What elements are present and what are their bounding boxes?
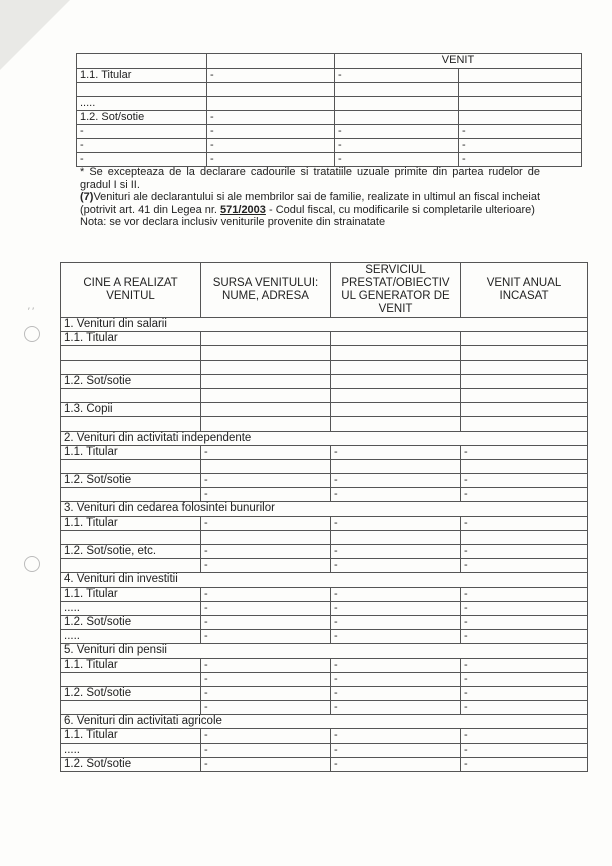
- table-row: [61, 729, 588, 743]
- row-label: 1.1. Titular: [61, 332, 201, 346]
- header-cell: [207, 54, 335, 69]
- cell: -: [459, 153, 582, 167]
- section-title: 4. Venituri din investitii: [61, 573, 588, 587]
- cell: -: [331, 630, 461, 644]
- table-row: [61, 743, 588, 757]
- row-label: 1.2. Sot/sotie: [61, 374, 201, 388]
- punch-hole: [24, 326, 40, 342]
- cell: -: [461, 701, 588, 715]
- cell: -: [201, 516, 331, 530]
- cell: [201, 388, 331, 402]
- top-income-table: [76, 53, 582, 167]
- cell: -: [331, 701, 461, 715]
- section-7-number: (7): [80, 191, 94, 204]
- punch-hole: [24, 556, 40, 572]
- cell: -: [207, 139, 335, 153]
- row-label: .....: [61, 630, 201, 644]
- section-title-row: [61, 715, 588, 729]
- row-label: 1.2. Sot/sotie: [77, 111, 207, 125]
- cell: [207, 83, 335, 97]
- table-row: [61, 630, 588, 644]
- cell: [331, 530, 461, 544]
- table-row: [61, 403, 588, 417]
- cell: -: [201, 686, 331, 700]
- cell: -: [461, 615, 588, 629]
- cell: -: [331, 743, 461, 757]
- section-title-row: [61, 644, 588, 658]
- header-cell: [77, 54, 207, 69]
- cell: -: [461, 686, 588, 700]
- section-title-row: [61, 431, 588, 445]
- cell: -: [461, 672, 588, 686]
- cell: -: [461, 587, 588, 601]
- cell: [461, 530, 588, 544]
- row-label: 1.2. Sot/sotie: [61, 474, 201, 488]
- cell: [459, 111, 582, 125]
- cell: [459, 97, 582, 111]
- cell: -: [331, 686, 461, 700]
- cell: [459, 83, 582, 97]
- section-7-text-b: - Codul fiscal, cu modificarile si completarile ulterioare): [265, 203, 535, 216]
- cell: -: [335, 139, 459, 153]
- cell: [459, 69, 582, 83]
- cell: -: [331, 658, 461, 672]
- row-label: 1.2. Sot/sotie: [61, 686, 201, 700]
- cell: -: [331, 757, 461, 771]
- cell: -: [335, 69, 459, 83]
- income-table: [60, 262, 588, 772]
- row-label: 1.2. Sot/sotie: [61, 615, 201, 629]
- cell: [331, 332, 461, 346]
- cell: -: [461, 601, 588, 615]
- cell: [201, 346, 331, 360]
- cell: -: [201, 757, 331, 771]
- cell: -: [331, 601, 461, 615]
- top-table-row: [77, 83, 582, 97]
- row-label: -: [77, 125, 207, 139]
- law-number: 571/2003: [220, 203, 266, 216]
- col-header-annual-income: VENIT ANUAL INCASAT: [461, 263, 588, 318]
- row-label: [61, 488, 201, 502]
- row-label: [61, 459, 201, 473]
- cell: -: [331, 488, 461, 502]
- row-label: 1.3. Copii: [61, 403, 201, 417]
- table-row: [61, 701, 588, 715]
- table-row: [61, 346, 588, 360]
- cell: [331, 346, 461, 360]
- row-label: -: [77, 139, 207, 153]
- section-title: 5. Venituri din pensii: [61, 644, 588, 658]
- row-label: -: [77, 153, 207, 167]
- cell: [331, 360, 461, 374]
- cell: -: [331, 587, 461, 601]
- cell: -: [201, 559, 331, 573]
- cell: [461, 360, 588, 374]
- row-label: 1.1. Titular: [61, 516, 201, 530]
- nota-foreign-income: Nota: se vor declara inclusiv veniturile provenite din strainatate: [80, 216, 386, 229]
- cell: -: [201, 672, 331, 686]
- cell: [201, 360, 331, 374]
- top-table-row: [77, 69, 582, 83]
- cell: -: [331, 615, 461, 629]
- cell: [201, 403, 331, 417]
- table-row: [61, 459, 588, 473]
- cell: -: [207, 153, 335, 167]
- cell: -: [201, 658, 331, 672]
- row-label: 1.1. Titular: [61, 445, 201, 459]
- cell: -: [461, 474, 588, 488]
- row-label: 1.1. Titular: [61, 658, 201, 672]
- section-title: 3. Venituri din cedarea folosintei bunurilor: [61, 502, 588, 516]
- cell: [207, 97, 335, 111]
- row-label: 1.2. Sot/sotie: [61, 757, 201, 771]
- cell: [331, 403, 461, 417]
- cell: -: [335, 125, 459, 139]
- table-row: [61, 757, 588, 771]
- cell: -: [201, 729, 331, 743]
- cell: [461, 459, 588, 473]
- table-row: [61, 417, 588, 431]
- section-title: 2. Venituri din activitati independente: [61, 431, 588, 445]
- cell: -: [207, 69, 335, 83]
- row-label: 1.1. Titular: [77, 69, 207, 83]
- notes-block: [80, 166, 540, 229]
- cell: [461, 346, 588, 360]
- cell: -: [331, 729, 461, 743]
- cell: -: [461, 516, 588, 530]
- cell: -: [459, 125, 582, 139]
- row-label: .....: [77, 97, 207, 111]
- cell: [335, 97, 459, 111]
- row-label: 1.1. Titular: [61, 587, 201, 601]
- cell: [461, 388, 588, 402]
- cell: -: [461, 559, 588, 573]
- col-header-source: SURSA VENITULUI: NUME, ADRESA: [201, 263, 331, 318]
- table-row: [61, 559, 588, 573]
- cell: -: [207, 111, 335, 125]
- row-label: [61, 530, 201, 544]
- section-7-text-a: Venituri ale declarantului si ale membrilor sai de familie, realizate in ultimul an fiscal incheiat (potrivit art. 41 din Legea nr.: [80, 191, 540, 216]
- table-row: [61, 332, 588, 346]
- top-table-row: [77, 111, 582, 125]
- cell: [331, 459, 461, 473]
- cell: [201, 417, 331, 431]
- cell: -: [331, 672, 461, 686]
- row-label: .....: [61, 743, 201, 757]
- cell: -: [201, 743, 331, 757]
- table-row: [61, 601, 588, 615]
- cell: [461, 374, 588, 388]
- margin-mark: ′ ′: [28, 306, 34, 316]
- table-row: [61, 388, 588, 402]
- cell: [461, 332, 588, 346]
- table-row: [61, 516, 588, 530]
- cell: [331, 374, 461, 388]
- cell: -: [331, 445, 461, 459]
- section-title: 1. Venituri din salarii: [61, 318, 588, 332]
- top-table-row: [77, 125, 582, 139]
- table-row: [61, 587, 588, 601]
- row-label: [61, 701, 201, 715]
- col-header-service: SERVICIUL PRESTAT/OBIECTIV UL GENERATOR DE VENIT: [331, 263, 461, 318]
- row-label: [77, 83, 207, 97]
- table-row: [61, 360, 588, 374]
- section-title-row: [61, 502, 588, 516]
- cell: [201, 374, 331, 388]
- section-title: 6. Venituri din activitati agricole: [61, 715, 588, 729]
- row-label: [61, 360, 201, 374]
- cell: -: [201, 701, 331, 715]
- cell: -: [201, 615, 331, 629]
- cell: -: [201, 474, 331, 488]
- row-label: [61, 559, 201, 573]
- cell: [461, 417, 588, 431]
- table-row: [61, 658, 588, 672]
- cell: -: [461, 488, 588, 502]
- row-label: 1.2. Sot/sotie, etc.: [61, 545, 201, 559]
- section-title-row: [61, 318, 588, 332]
- cell: -: [331, 545, 461, 559]
- cell: [201, 459, 331, 473]
- exception-note: * Se excepteaza de la declarare cadourile si tratatiile uzuale primite din partea rudelor de gradul I si II.: [80, 166, 540, 191]
- cell: -: [201, 445, 331, 459]
- cell: -: [201, 488, 331, 502]
- scan-corner-fold: [0, 0, 70, 70]
- table-row: [61, 615, 588, 629]
- cell: -: [335, 153, 459, 167]
- cell: [335, 83, 459, 97]
- cell: -: [459, 139, 582, 153]
- cell: -: [207, 125, 335, 139]
- cell: -: [331, 474, 461, 488]
- cell: -: [331, 516, 461, 530]
- row-label: 1.1. Titular: [61, 729, 201, 743]
- cell: [201, 530, 331, 544]
- table-row: [61, 488, 588, 502]
- table-row: [61, 374, 588, 388]
- row-label: .....: [61, 601, 201, 615]
- row-label: [61, 672, 201, 686]
- cell: -: [461, 757, 588, 771]
- top-table-row: [77, 97, 582, 111]
- cell: -: [461, 658, 588, 672]
- cell: [335, 111, 459, 125]
- top-table-row: [77, 139, 582, 153]
- table-row: [61, 445, 588, 459]
- cell: [331, 388, 461, 402]
- table-row: [61, 686, 588, 700]
- section-7-intro: [80, 191, 540, 216]
- cell: -: [461, 545, 588, 559]
- cell: -: [201, 601, 331, 615]
- table-row: [61, 672, 588, 686]
- venit-header: VENIT: [335, 54, 582, 69]
- cell: [461, 403, 588, 417]
- cell: -: [461, 445, 588, 459]
- col-header-who: CINE A REALIZAT VENITUL: [61, 263, 201, 318]
- cell: -: [331, 559, 461, 573]
- table-row: [61, 474, 588, 488]
- top-table-row: [77, 153, 582, 167]
- row-label: [61, 346, 201, 360]
- cell: -: [461, 630, 588, 644]
- row-label: [61, 388, 201, 402]
- row-label: [61, 417, 201, 431]
- cell: -: [201, 587, 331, 601]
- section-title-row: [61, 573, 588, 587]
- cell: [331, 417, 461, 431]
- cell: -: [201, 545, 331, 559]
- cell: -: [461, 729, 588, 743]
- cell: [201, 332, 331, 346]
- table-row: [61, 530, 588, 544]
- cell: -: [201, 630, 331, 644]
- cell: -: [461, 743, 588, 757]
- table-row: [61, 545, 588, 559]
